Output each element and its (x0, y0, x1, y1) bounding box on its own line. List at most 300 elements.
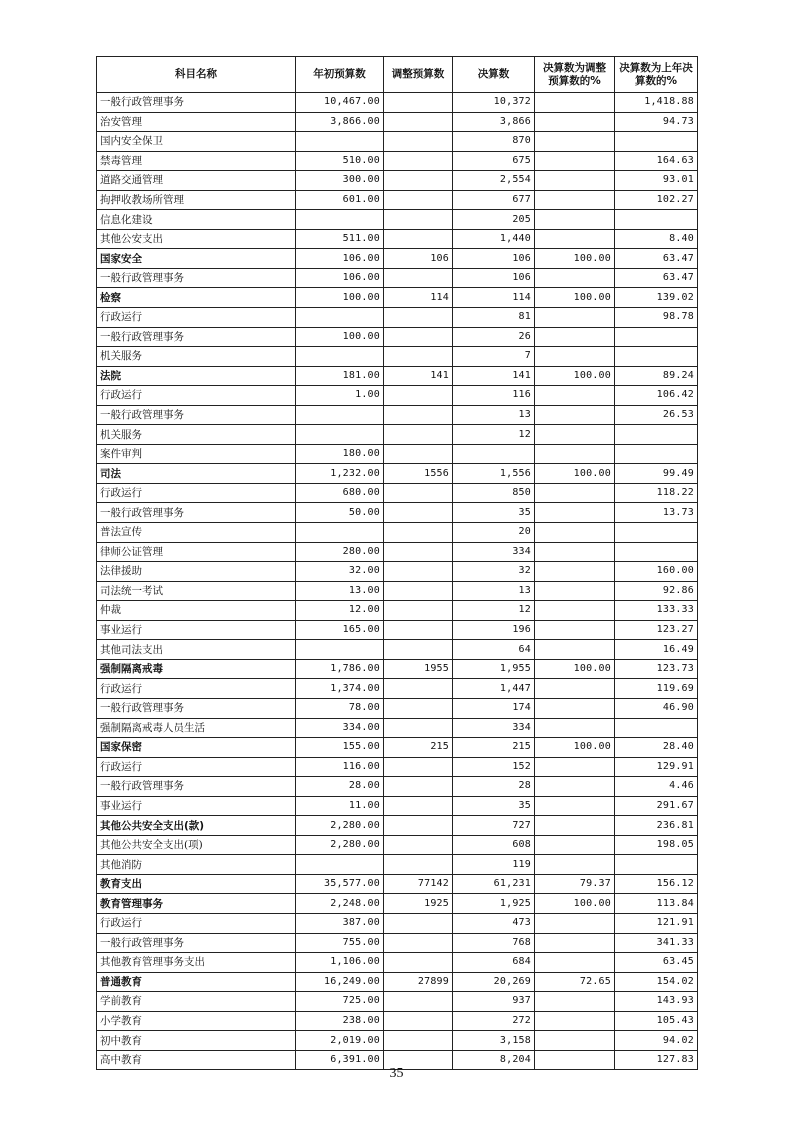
table-row (97, 1031, 698, 1051)
final-amount-cell: 35 (453, 796, 535, 816)
pct-prev-year-cell: 341.33 (615, 933, 698, 953)
pct-adjusted-cell (535, 816, 615, 836)
adjusted-budget-cell (384, 112, 453, 132)
adjusted-budget-cell: 77142 (384, 874, 453, 894)
initial-budget-cell (296, 308, 384, 328)
pct-prev-year-cell: 92.86 (615, 581, 698, 601)
final-amount-cell: 10,372 (453, 93, 535, 113)
row-name: 其他教育管理事务支出 (97, 953, 296, 973)
table-row (97, 874, 698, 894)
row-name: 其他公安支出 (97, 229, 296, 249)
table-row (97, 249, 698, 269)
final-amount-cell: 272 (453, 1011, 535, 1031)
final-amount-cell: 1,955 (453, 659, 535, 679)
final-amount-cell: 12 (453, 425, 535, 445)
pct-prev-year-cell: 123.27 (615, 620, 698, 640)
final-amount-cell: 8,204 (453, 1050, 535, 1070)
pct-adjusted-cell (535, 796, 615, 816)
col-header-initial-budget: 年初预算数 (296, 57, 384, 93)
pct-prev-year-cell: 129.91 (615, 757, 698, 777)
pct-prev-year-cell: 99.49 (615, 464, 698, 484)
pct-adjusted-cell (535, 405, 615, 425)
table-row (97, 171, 698, 191)
final-amount-cell: 677 (453, 190, 535, 210)
final-amount-cell: 850 (453, 483, 535, 503)
final-amount-cell: 768 (453, 933, 535, 953)
table-row (97, 327, 698, 347)
pct-adjusted-cell (535, 913, 615, 933)
initial-budget-cell (296, 523, 384, 543)
final-amount-cell (453, 444, 535, 464)
pct-prev-year-cell: 123.73 (615, 659, 698, 679)
adjusted-budget-cell: 106 (384, 249, 453, 269)
adjusted-budget-cell (384, 816, 453, 836)
initial-budget-cell: 387.00 (296, 913, 384, 933)
row-name: 教育管理事务 (97, 894, 296, 914)
adjusted-budget-cell (384, 503, 453, 523)
row-name: 行政运行 (97, 386, 296, 406)
table-row (97, 640, 698, 660)
adjusted-budget-cell: 1955 (384, 659, 453, 679)
pct-prev-year-cell (615, 444, 698, 464)
row-name: 行政运行 (97, 913, 296, 933)
table-row (97, 93, 698, 113)
initial-budget-cell (296, 347, 384, 367)
pct-prev-year-cell: 105.43 (615, 1011, 698, 1031)
initial-budget-cell: 35,577.00 (296, 874, 384, 894)
adjusted-budget-cell (384, 581, 453, 601)
row-name: 机关服务 (97, 425, 296, 445)
initial-budget-cell (296, 855, 384, 875)
pct-prev-year-cell: 118.22 (615, 483, 698, 503)
initial-budget-cell: 334.00 (296, 718, 384, 738)
adjusted-budget-cell: 27899 (384, 972, 453, 992)
pct-adjusted-cell (535, 1031, 615, 1051)
pct-adjusted-cell: 100.00 (535, 249, 615, 269)
row-name: 其他公共安全支出(款) (97, 816, 296, 836)
pct-prev-year-cell: 98.78 (615, 308, 698, 328)
final-amount-cell: 12 (453, 601, 535, 621)
pct-prev-year-cell: 160.00 (615, 562, 698, 582)
pct-prev-year-cell (615, 718, 698, 738)
adjusted-budget-cell (384, 347, 453, 367)
adjusted-budget-cell (384, 1031, 453, 1051)
pct-prev-year-cell: 13.73 (615, 503, 698, 523)
col-header-pct-of-prev-year: 决算数为上年决算数的% (615, 57, 698, 93)
pct-prev-year-cell: 63.47 (615, 268, 698, 288)
final-amount-cell: 141 (453, 366, 535, 386)
row-name: 国内安全保卫 (97, 132, 296, 152)
table-row (97, 425, 698, 445)
adjusted-budget-cell (384, 718, 453, 738)
table-row (97, 347, 698, 367)
pct-adjusted-cell (535, 542, 615, 562)
initial-budget-cell (296, 640, 384, 660)
row-name: 学前教育 (97, 992, 296, 1012)
pct-prev-year-cell: 94.02 (615, 1031, 698, 1051)
pct-prev-year-cell: 106.42 (615, 386, 698, 406)
row-name: 一般行政管理事务 (97, 698, 296, 718)
initial-budget-cell: 16,249.00 (296, 972, 384, 992)
row-name: 国家安全 (97, 249, 296, 269)
pct-prev-year-cell: 236.81 (615, 816, 698, 836)
pct-prev-year-cell: 113.84 (615, 894, 698, 914)
table-row (97, 366, 698, 386)
pct-prev-year-cell (615, 347, 698, 367)
row-name: 一般行政管理事务 (97, 93, 296, 113)
initial-budget-cell: 6,391.00 (296, 1050, 384, 1070)
final-amount-cell: 26 (453, 327, 535, 347)
adjusted-budget-cell (384, 405, 453, 425)
row-name: 拘押收教场所管理 (97, 190, 296, 210)
pct-adjusted-cell (535, 210, 615, 230)
pct-prev-year-cell (615, 327, 698, 347)
row-name: 律师公证管理 (97, 542, 296, 562)
row-name: 小学教育 (97, 1011, 296, 1031)
final-amount-cell: 106 (453, 249, 535, 269)
pct-adjusted-cell: 100.00 (535, 288, 615, 308)
adjusted-budget-cell (384, 855, 453, 875)
initial-budget-cell: 1.00 (296, 386, 384, 406)
initial-budget-cell: 181.00 (296, 366, 384, 386)
pct-adjusted-cell (535, 132, 615, 152)
initial-budget-cell: 100.00 (296, 288, 384, 308)
adjusted-budget-cell (384, 562, 453, 582)
table-row (97, 444, 698, 464)
pct-prev-year-cell (615, 132, 698, 152)
row-name: 普通教育 (97, 972, 296, 992)
table-row (97, 738, 698, 758)
final-amount-cell: 114 (453, 288, 535, 308)
initial-budget-cell: 1,106.00 (296, 953, 384, 973)
adjusted-budget-cell (384, 542, 453, 562)
initial-budget-cell: 280.00 (296, 542, 384, 562)
row-name: 行政运行 (97, 308, 296, 328)
table-row (97, 523, 698, 543)
pct-prev-year-cell: 164.63 (615, 151, 698, 171)
row-name: 行政运行 (97, 483, 296, 503)
initial-budget-cell (296, 425, 384, 445)
table-row (97, 132, 698, 152)
final-amount-cell: 64 (453, 640, 535, 660)
pct-prev-year-cell: 102.27 (615, 190, 698, 210)
row-name: 案件审判 (97, 444, 296, 464)
pct-adjusted-cell (535, 308, 615, 328)
initial-budget-cell: 165.00 (296, 620, 384, 640)
table-row (97, 483, 698, 503)
pct-adjusted-cell (535, 777, 615, 797)
pct-prev-year-cell: 127.83 (615, 1050, 698, 1070)
adjusted-budget-cell (384, 992, 453, 1012)
table-row (97, 503, 698, 523)
table-row (97, 933, 698, 953)
row-name: 事业运行 (97, 796, 296, 816)
final-amount-cell: 119 (453, 855, 535, 875)
pct-prev-year-cell: 121.91 (615, 913, 698, 933)
adjusted-budget-cell (384, 640, 453, 660)
initial-budget-cell: 28.00 (296, 777, 384, 797)
initial-budget-cell: 100.00 (296, 327, 384, 347)
initial-budget-cell: 511.00 (296, 229, 384, 249)
pct-adjusted-cell (535, 523, 615, 543)
row-name: 一般行政管理事务 (97, 268, 296, 288)
initial-budget-cell: 2,280.00 (296, 835, 384, 855)
pct-prev-year-cell (615, 542, 698, 562)
adjusted-budget-cell (384, 679, 453, 699)
table-row (97, 229, 698, 249)
pct-adjusted-cell (535, 93, 615, 113)
table-row (97, 620, 698, 640)
initial-budget-cell (296, 405, 384, 425)
final-amount-cell: 2,554 (453, 171, 535, 191)
table-row (97, 190, 698, 210)
pct-prev-year-cell (615, 210, 698, 230)
initial-budget-cell (296, 132, 384, 152)
pct-prev-year-cell: 94.73 (615, 112, 698, 132)
adjusted-budget-cell (384, 835, 453, 855)
table-header-row (97, 57, 698, 93)
pct-prev-year-cell (615, 425, 698, 445)
row-name: 一般行政管理事务 (97, 777, 296, 797)
pct-prev-year-cell: 26.53 (615, 405, 698, 425)
initial-budget-cell: 13.00 (296, 581, 384, 601)
adjusted-budget-cell (384, 132, 453, 152)
pct-adjusted-cell: 100.00 (535, 366, 615, 386)
initial-budget-cell: 680.00 (296, 483, 384, 503)
pct-adjusted-cell (535, 601, 615, 621)
table-row (97, 386, 698, 406)
final-amount-cell: 7 (453, 347, 535, 367)
final-amount-cell: 61,231 (453, 874, 535, 894)
final-amount-cell: 32 (453, 562, 535, 582)
pct-adjusted-cell (535, 190, 615, 210)
initial-budget-cell: 755.00 (296, 933, 384, 953)
adjusted-budget-cell (384, 229, 453, 249)
table-row (97, 777, 698, 797)
row-name: 司法 (97, 464, 296, 484)
initial-budget-cell: 180.00 (296, 444, 384, 464)
adjusted-budget-cell: 141 (384, 366, 453, 386)
adjusted-budget-cell (384, 933, 453, 953)
table-row (97, 698, 698, 718)
adjusted-budget-cell (384, 327, 453, 347)
row-name: 道路交通管理 (97, 171, 296, 191)
adjusted-budget-cell (384, 757, 453, 777)
final-amount-cell: 116 (453, 386, 535, 406)
row-name: 禁毒管理 (97, 151, 296, 171)
final-amount-cell: 174 (453, 698, 535, 718)
pct-prev-year-cell: 133.33 (615, 601, 698, 621)
pct-adjusted-cell: 100.00 (535, 738, 615, 758)
table-row (97, 308, 698, 328)
final-amount-cell: 334 (453, 718, 535, 738)
row-name: 其他司法支出 (97, 640, 296, 660)
pct-adjusted-cell (535, 620, 615, 640)
row-name: 教育支出 (97, 874, 296, 894)
initial-budget-cell: 106.00 (296, 268, 384, 288)
final-amount-cell: 152 (453, 757, 535, 777)
initial-budget-cell: 510.00 (296, 151, 384, 171)
adjusted-budget-cell: 114 (384, 288, 453, 308)
initial-budget-cell: 155.00 (296, 738, 384, 758)
row-name: 一般行政管理事务 (97, 327, 296, 347)
row-name: 一般行政管理事务 (97, 933, 296, 953)
budget-table (96, 56, 698, 1070)
row-name: 国家保密 (97, 738, 296, 758)
pct-adjusted-cell (535, 268, 615, 288)
adjusted-budget-cell (384, 913, 453, 933)
adjusted-budget-cell: 1925 (384, 894, 453, 914)
pct-prev-year-cell: 143.93 (615, 992, 698, 1012)
table-row (97, 992, 698, 1012)
pct-adjusted-cell (535, 640, 615, 660)
adjusted-budget-cell (384, 425, 453, 445)
pct-adjusted-cell (535, 933, 615, 953)
table-row (97, 855, 698, 875)
pct-adjusted-cell (535, 562, 615, 582)
final-amount-cell: 870 (453, 132, 535, 152)
adjusted-budget-cell: 215 (384, 738, 453, 758)
table-row (97, 757, 698, 777)
adjusted-budget-cell (384, 268, 453, 288)
adjusted-budget-cell (384, 483, 453, 503)
initial-budget-cell: 106.00 (296, 249, 384, 269)
row-name: 一般行政管理事务 (97, 503, 296, 523)
col-header-name: 科目名称 (97, 57, 296, 93)
pct-adjusted-cell: 100.00 (535, 894, 615, 914)
pct-prev-year-cell: 119.69 (615, 679, 698, 699)
table-row (97, 542, 698, 562)
initial-budget-cell: 78.00 (296, 698, 384, 718)
table-row (97, 894, 698, 914)
initial-budget-cell: 725.00 (296, 992, 384, 1012)
final-amount-cell: 937 (453, 992, 535, 1012)
table-row (97, 679, 698, 699)
row-name: 检察 (97, 288, 296, 308)
final-amount-cell: 684 (453, 953, 535, 973)
initial-budget-cell: 300.00 (296, 171, 384, 191)
pct-adjusted-cell (535, 151, 615, 171)
final-amount-cell: 608 (453, 835, 535, 855)
adjusted-budget-cell (384, 620, 453, 640)
row-name: 治安管理 (97, 112, 296, 132)
pct-prev-year-cell: 291.67 (615, 796, 698, 816)
adjusted-budget-cell (384, 210, 453, 230)
pct-prev-year-cell: 63.45 (615, 953, 698, 973)
initial-budget-cell: 2,248.00 (296, 894, 384, 914)
final-amount-cell: 1,447 (453, 679, 535, 699)
table-row (97, 913, 698, 933)
initial-budget-cell: 32.00 (296, 562, 384, 582)
pct-prev-year-cell: 28.40 (615, 738, 698, 758)
col-header-adjusted-budget: 调整预算数 (384, 57, 453, 93)
pct-adjusted-cell: 100.00 (535, 659, 615, 679)
adjusted-budget-cell (384, 953, 453, 973)
row-name: 事业运行 (97, 620, 296, 640)
pct-adjusted-cell: 100.00 (535, 464, 615, 484)
pct-adjusted-cell (535, 698, 615, 718)
pct-adjusted-cell (535, 444, 615, 464)
pct-prev-year-cell: 93.01 (615, 171, 698, 191)
row-name: 高中教育 (97, 1050, 296, 1070)
pct-adjusted-cell (535, 327, 615, 347)
table-row (97, 835, 698, 855)
initial-budget-cell: 601.00 (296, 190, 384, 210)
final-amount-cell: 215 (453, 738, 535, 758)
table-row (97, 816, 698, 836)
table-row (97, 405, 698, 425)
initial-budget-cell: 1,232.00 (296, 464, 384, 484)
initial-budget-cell: 12.00 (296, 601, 384, 621)
row-name: 其他公共安全支出(项) (97, 835, 296, 855)
table-body (97, 93, 698, 1070)
table-row (97, 268, 698, 288)
pct-adjusted-cell (535, 835, 615, 855)
adjusted-budget-cell (384, 698, 453, 718)
pct-prev-year-cell: 63.47 (615, 249, 698, 269)
final-amount-cell: 1,556 (453, 464, 535, 484)
adjusted-budget-cell (384, 444, 453, 464)
adjusted-budget-cell (384, 190, 453, 210)
adjusted-budget-cell (384, 601, 453, 621)
initial-budget-cell: 1,374.00 (296, 679, 384, 699)
pct-adjusted-cell (535, 171, 615, 191)
initial-budget-cell: 50.00 (296, 503, 384, 523)
adjusted-budget-cell (384, 523, 453, 543)
row-name: 初中教育 (97, 1031, 296, 1051)
pct-adjusted-cell: 79.37 (535, 874, 615, 894)
adjusted-budget-cell (384, 171, 453, 191)
adjusted-budget-cell (384, 386, 453, 406)
pct-prev-year-cell (615, 523, 698, 543)
final-amount-cell: 205 (453, 210, 535, 230)
row-name: 司法统一考试 (97, 581, 296, 601)
adjusted-budget-cell (384, 1011, 453, 1031)
row-name: 行政运行 (97, 679, 296, 699)
final-amount-cell: 20 (453, 523, 535, 543)
initial-budget-cell: 11.00 (296, 796, 384, 816)
final-amount-cell: 106 (453, 268, 535, 288)
table-row (97, 562, 698, 582)
row-name: 法院 (97, 366, 296, 386)
final-amount-cell: 1,925 (453, 894, 535, 914)
pct-adjusted-cell (535, 229, 615, 249)
row-name: 一般行政管理事务 (97, 405, 296, 425)
adjusted-budget-cell (384, 777, 453, 797)
row-name: 法律援助 (97, 562, 296, 582)
final-amount-cell: 28 (453, 777, 535, 797)
initial-budget-cell: 3,866.00 (296, 112, 384, 132)
table-row (97, 464, 698, 484)
col-header-final-amount: 决算数 (453, 57, 535, 93)
pct-prev-year-cell: 198.05 (615, 835, 698, 855)
final-amount-cell: 1,440 (453, 229, 535, 249)
pct-prev-year-cell (615, 855, 698, 875)
final-amount-cell: 13 (453, 405, 535, 425)
adjusted-budget-cell (384, 308, 453, 328)
pct-adjusted-cell (535, 855, 615, 875)
pct-adjusted-cell (535, 953, 615, 973)
final-amount-cell: 20,269 (453, 972, 535, 992)
final-amount-cell: 81 (453, 308, 535, 328)
final-amount-cell: 473 (453, 913, 535, 933)
final-amount-cell: 3,866 (453, 112, 535, 132)
final-amount-cell: 675 (453, 151, 535, 171)
final-amount-cell: 196 (453, 620, 535, 640)
initial-budget-cell: 1,786.00 (296, 659, 384, 679)
table-row (97, 288, 698, 308)
initial-budget-cell: 238.00 (296, 1011, 384, 1031)
